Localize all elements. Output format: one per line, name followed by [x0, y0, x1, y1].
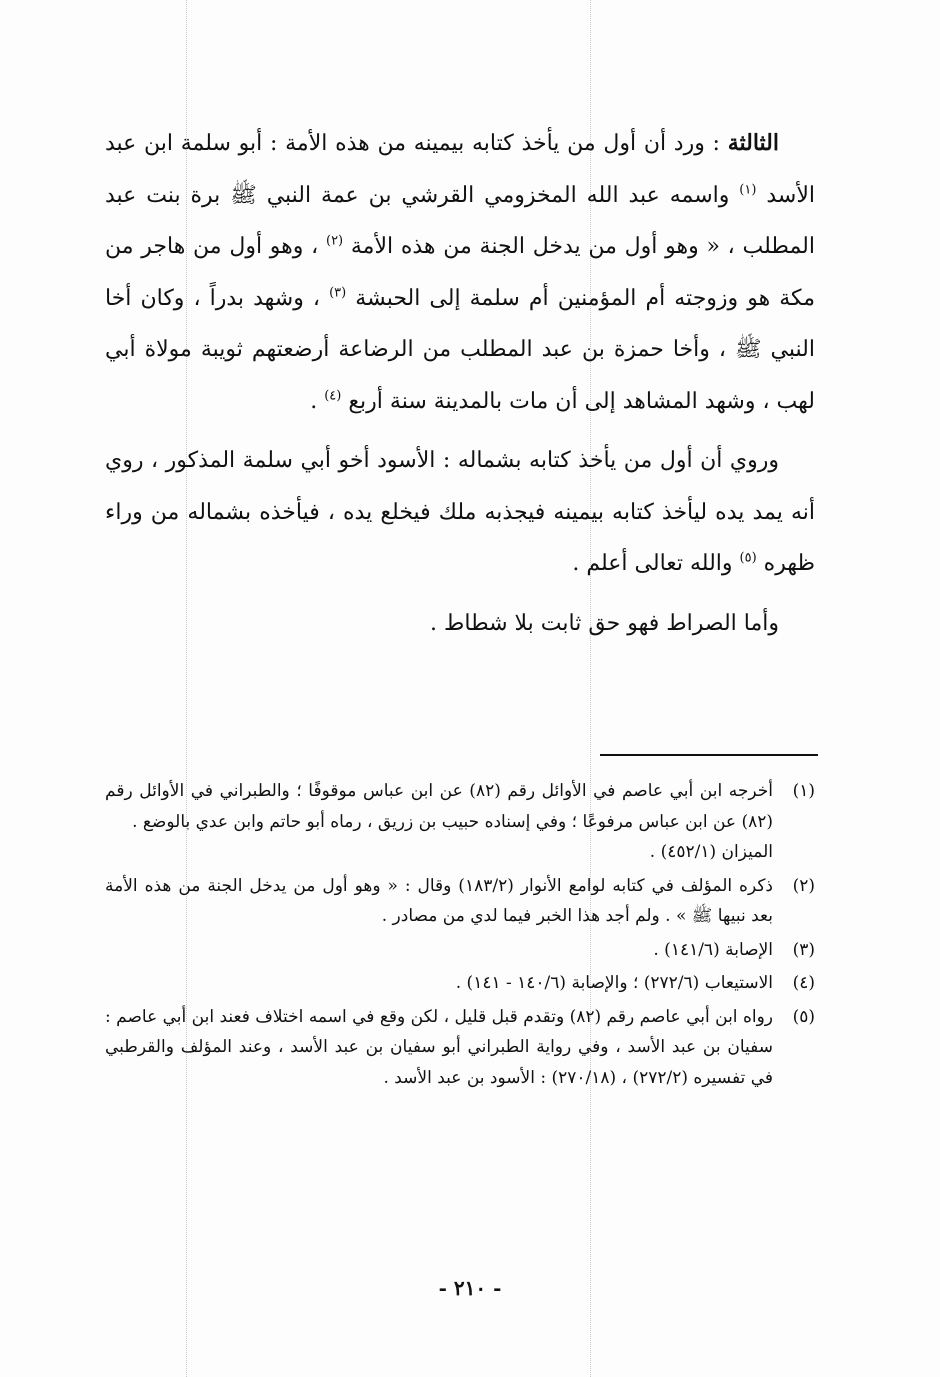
paragraph-3: [105, 598, 815, 650]
paragraph-text: ، وشهد بدراً ، وكان أخا النبي ﷺ ، وأخا حمزة بن عبد المطلب من الرضاعة أرضعتهم ثويبة مولاة أبي لهب ، وشهد المشاهد إلى أن مات بالمدينة سنة أربع: [105, 285, 815, 414]
footnote-2: [105, 871, 815, 932]
footnote-text: الإصابة (١٤١/٦) .: [653, 939, 773, 960]
footnote-ref[interactable]: (١): [739, 182, 757, 198]
footnote-number: (٢): [792, 875, 815, 896]
footnote-ref[interactable]: (٢): [325, 233, 344, 249]
paragraph-2: [105, 435, 815, 590]
footnote-ref[interactable]: (٥): [739, 550, 757, 566]
footnote-text: ذكره المؤلف في كتابه لوامع الأنوار (١٨٣/٢) وقال : « وهو أول من يدخل الجنة من هذه الأمة بعد نبيها ﷺ » . ولم أجد هذا الخبر فيما لدي من مصادر .: [105, 875, 774, 926]
footnote-text-extra: الميزان (٤٥٢/١) .: [649, 842, 773, 862]
footnote-number: (١): [792, 781, 815, 801]
paragraph-text: واسمه عبد الله المخزومي القرشي بن عمة النبي ﷺ برة بنت عبد المطلب ، « وهو أول من يدخل الجنة من هذه الأمة: [105, 182, 815, 259]
paragraph-text: : ورد أن أول من يأخذ كتابه بيمينه من هذه الأمة : أبو سلمة ابن عبد الأسد: [105, 131, 815, 208]
footnote-text: الاستيعاب (٢٧٢/٦) ؛ والإصابة (١٤٠/٦ - ١٤١) .: [455, 973, 773, 993]
paragraph-text: والله تعالى أعلم .: [572, 551, 733, 576]
paragraph-text: ، وهو أول من هاجر من مكة هو وزوجته أم المؤمنين أم سلمة إلى الحبشة: [105, 234, 815, 311]
footnote-text: أخرجه ابن أبي عاصم في الأوائل رقم (٨٢) عن ابن عباس موقوفًا ؛ والطبراني في الأوائل رقم (٨٢) عن ابن عباس مرفوعًا ؛ وفي إسناده حبيب بن زريق ، رماه أبو حاتم وابن عدي بالوضع .: [105, 781, 773, 832]
footnote-text: رواه ابن أبي عاصم رقم (٨٢) وتقدم قبل قليل ، لكن وقع في اسمه اختلاف فعند ابن أبي عاصم : سفيان بن عبد الأسد ، وفي رواية الطبراني أبو سفيان بن عبد الأسد ، وعند المؤلف والقرطبي في تفسيره (٢٧٢/٢) ، (٢٧٠/١٨) : الأسود بن عبد الأسد .: [105, 1006, 773, 1088]
footnote-5: [105, 1002, 815, 1094]
footnote-number: (٤): [792, 973, 815, 993]
footnote-number: (٣): [792, 939, 815, 960]
footnote-separator: [600, 754, 818, 756]
paragraph-1: [105, 118, 815, 427]
paragraph-text: .: [310, 388, 318, 414]
footnote-1: [105, 776, 815, 868]
footnotes: [105, 776, 815, 1096]
footnote-ref[interactable]: (٤): [324, 388, 342, 404]
main-text: [105, 118, 815, 649]
footnote-ref[interactable]: (٣): [329, 285, 347, 301]
page-number: - ٢١٠ -: [438, 1276, 502, 1300]
footnote-3: [105, 935, 815, 966]
footnote-number: (٥): [792, 1006, 815, 1027]
footnote-4: [105, 968, 815, 999]
paragraph-lead-word: الثالثة: [727, 130, 779, 156]
paragraph-text: وروي أن أول من يأخذ كتابه بشماله : الأسود أخو أبي سلمة المذكور ، روي أنه يمد يده ليأخذ كتابه بيمينه فيجذبه ملك فيخلع يده ، فيأخذه بشماله من وراء ظهره: [105, 448, 815, 576]
paragraph-text: وأما الصراط فهو حق ثابت بلا شطاط .: [430, 610, 779, 636]
